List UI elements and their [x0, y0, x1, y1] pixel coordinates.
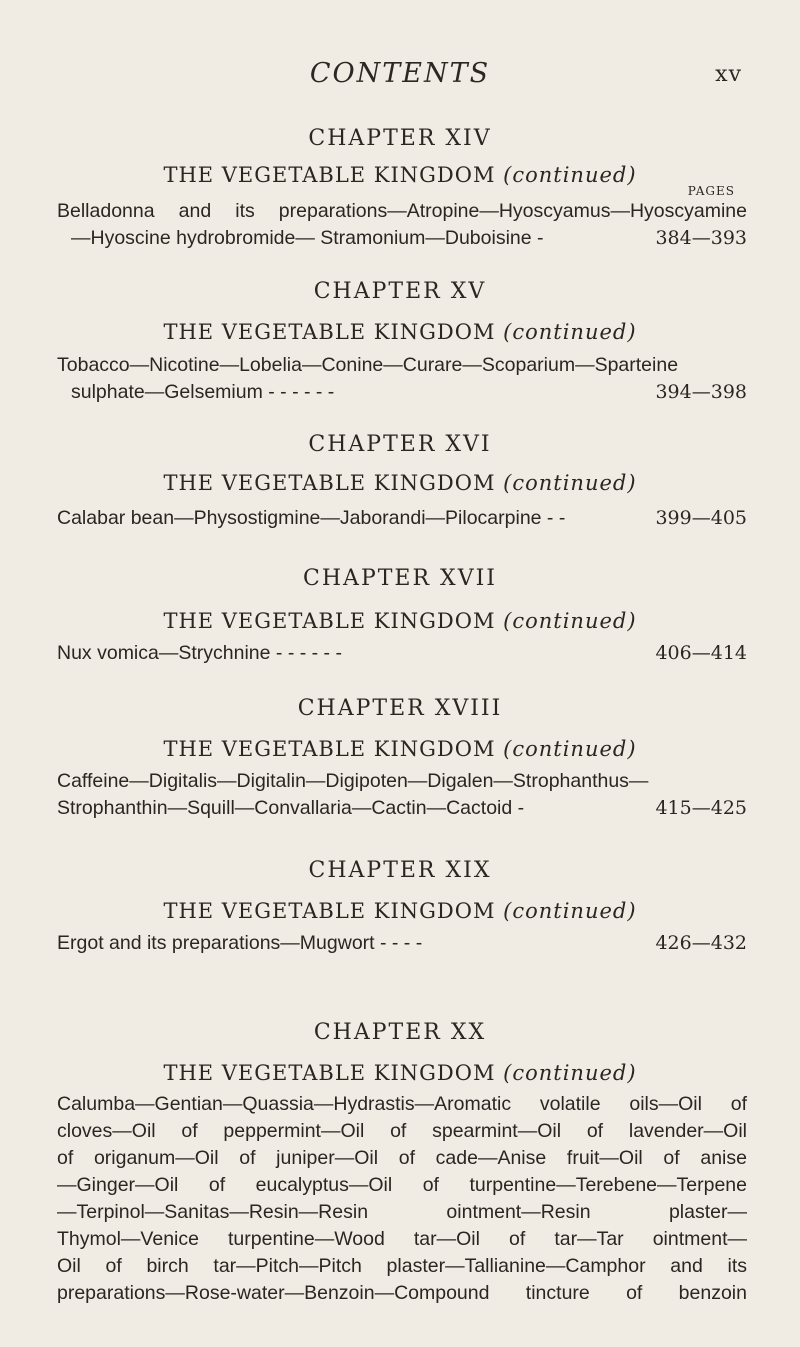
chapter-16	[0, 430, 800, 498]
subheading-continued: (continued)	[503, 163, 637, 187]
entry-line-text: —Hyoscine hydrobromide— Stramonium—Duboisine -	[71, 227, 544, 249]
entry-line	[57, 795, 747, 822]
chapter-subheading	[0, 468, 800, 498]
chapter-14	[0, 124, 800, 190]
entry-line: Thymol—Venice turpentine—Wood tar—Oil of tar—Tar ointment—	[57, 1228, 747, 1250]
entry-line	[57, 379, 747, 406]
chapter-heading: CHAPTER XVII	[303, 566, 497, 591]
page-range: 406—414	[655, 642, 747, 664]
entry-line-text: Strophanthin—Squill—Convallaria—Cactin—Cactoid -	[57, 797, 525, 819]
entry-line	[57, 505, 747, 532]
chapter-17	[0, 564, 800, 636]
page-range: 426—432	[655, 932, 747, 954]
chapter-heading: CHAPTER XVI	[308, 432, 492, 457]
subheading-text: THE VEGETABLE KINGDOM	[163, 609, 496, 633]
subheading-text: THE VEGETABLE KINGDOM	[163, 737, 496, 761]
entry-line: preparations—Rose-water—Benzoin—Compound tincture of benzoin	[57, 1282, 747, 1304]
page-range: 394—398	[655, 381, 747, 403]
chapter-17-entry	[57, 640, 747, 667]
entry-line: cloves—Oil of peppermint—Oil of spearmint—Oil of lavender—Oil	[57, 1120, 747, 1142]
pages-label: PAGES	[687, 184, 735, 198]
entry-line-text: Calabar bean—Physostigmine—Jaborandi—Pilocarpine - -	[57, 507, 566, 529]
entry-line: Belladonna and its preparations—Atropine—Hyoscyamus—Hyoscyamine	[57, 200, 747, 222]
page-range: 415—425	[655, 797, 747, 819]
chapter-16-entry	[57, 505, 747, 532]
entry-line	[57, 225, 747, 252]
subheading-continued: (continued)	[503, 609, 637, 633]
subheading-text: THE VEGETABLE KINGDOM	[163, 1061, 496, 1085]
subheading-text: THE VEGETABLE KINGDOM	[163, 899, 496, 923]
subheading-continued: (continued)	[503, 1061, 637, 1085]
chapter-14-entry	[57, 198, 747, 252]
subheading-text: THE VEGETABLE KINGDOM	[163, 163, 496, 187]
chapter-15	[0, 277, 800, 347]
entry-line: —Terpinol—Sanitas—Resin—Resin ointment—Resin plaster—	[57, 1201, 747, 1223]
page-range: 399—405	[655, 507, 747, 529]
entry-line-text: Nux vomica—Strychnine - - - - - -	[57, 642, 342, 664]
entry-line	[57, 640, 747, 667]
entry-line-text: Ergot and its preparations—Mugwort - - - -	[57, 932, 423, 954]
entry-line: Tobacco—Nicotine—Lobelia—Conine—Curare—Scoparium—Sparteine	[57, 354, 679, 376]
subheading-continued: (continued)	[503, 737, 637, 761]
entry-line: Calumba—Gentian—Quassia—Hydrastis—Aromatic volatile oils—Oil of	[57, 1093, 747, 1115]
entry-line: Caffeine—Digitalis—Digitalin—Digipoten—Digalen—Strophanthus—	[57, 770, 649, 792]
page-number: xv	[715, 62, 742, 87]
chapter-subheading	[0, 1058, 800, 1088]
chapter-18-entry	[57, 768, 747, 822]
chapter-subheading	[0, 160, 800, 190]
entry-line: —Ginger—Oil of eucalyptus—Oil of turpentine—Terebene—Terpene	[57, 1174, 747, 1196]
running-title: CONTENTS	[309, 58, 491, 89]
chapter-heading: CHAPTER XVIII	[297, 696, 503, 721]
chapter-heading: CHAPTER XV	[313, 279, 487, 304]
chapter-heading: CHAPTER XIX	[308, 858, 492, 883]
chapter-18	[0, 694, 800, 764]
chapter-subheading	[0, 896, 800, 926]
entry-line: of origanum—Oil of juniper—Oil of cade—Anise fruit—Oil of anise	[57, 1147, 747, 1169]
chapter-heading: CHAPTER XIV	[308, 126, 492, 151]
subheading-continued: (continued)	[503, 471, 637, 495]
chapter-subheading	[0, 734, 800, 764]
page-range: 384—393	[655, 227, 747, 249]
entry-line	[57, 930, 747, 957]
chapter-heading: CHAPTER XX	[313, 1020, 487, 1045]
subheading-text: THE VEGETABLE KINGDOM	[163, 471, 496, 495]
chapter-19-entry	[57, 930, 747, 957]
subheading-continued: (continued)	[503, 899, 637, 923]
entry-line-text: sulphate—Gelsemium - - - - - -	[71, 381, 335, 403]
entry-line: Oil of birch tar—Pitch—Pitch plaster—Tallianine—Camphor and its	[57, 1255, 747, 1277]
running-head	[0, 58, 800, 98]
subheading-continued: (continued)	[503, 320, 637, 344]
chapter-subheading	[0, 317, 800, 347]
chapter-20-entry	[57, 1091, 747, 1307]
chapter-19	[0, 856, 800, 926]
chapter-subheading	[0, 606, 800, 636]
subheading-text: THE VEGETABLE KINGDOM	[163, 320, 496, 344]
chapter-15-entry	[57, 352, 747, 406]
chapter-20	[0, 1018, 800, 1088]
